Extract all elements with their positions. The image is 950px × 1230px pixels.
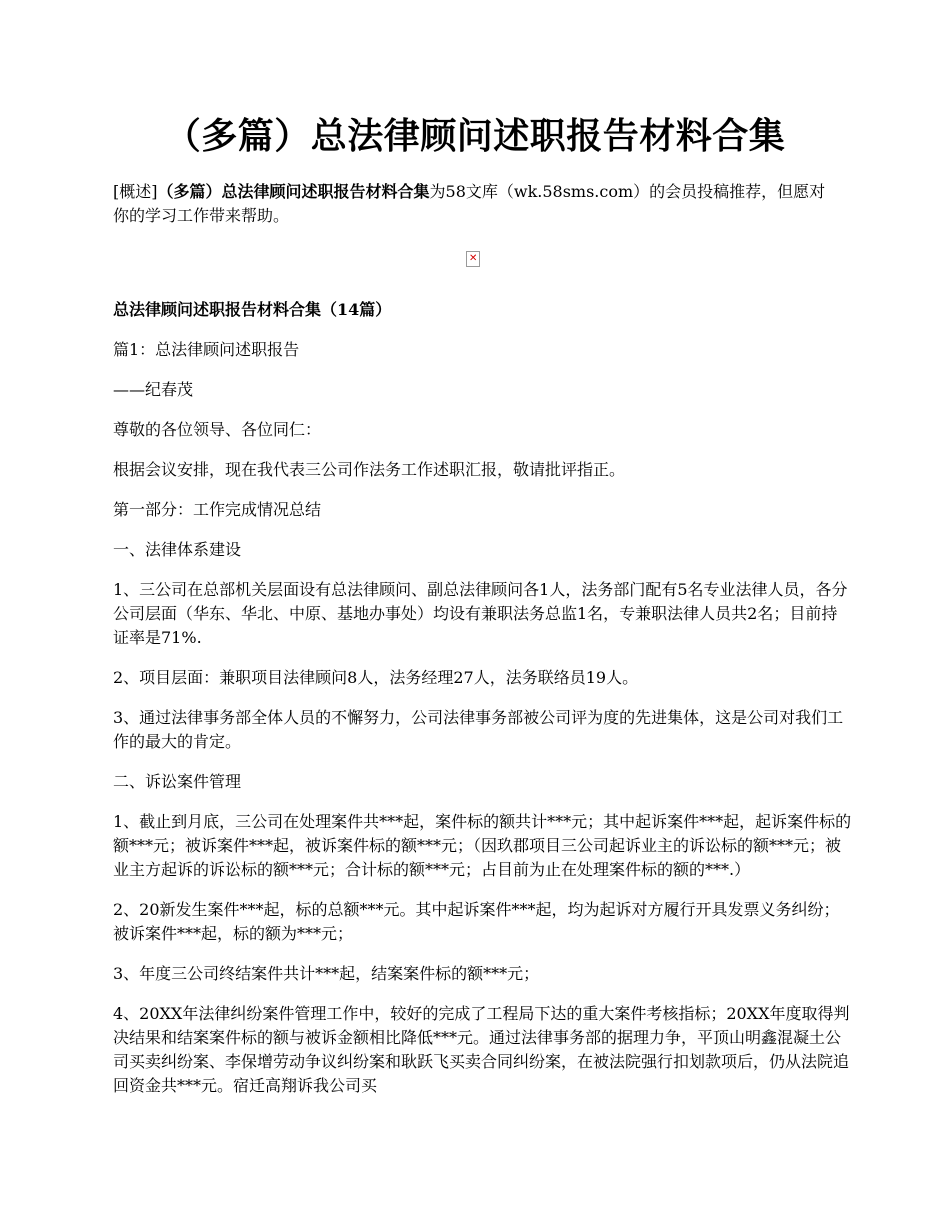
collection-heading: 总法律顾问述职报告材料合集（14篇） xyxy=(113,300,392,319)
paragraph: 3、通过法律事务部全体人员的不懈努力，公司法律事务部被公司评为度的先进集体，这是公司对我们工作的最大的肯定。 xyxy=(113,708,844,751)
paragraph: 2、项目层面：兼职项目法律顾问8人，法务经理27人，法务联络员19人。 xyxy=(113,668,639,687)
summary-suffix: 为58文库（wk.58sms.com）的会员投稿推荐，但愿对你的学习工作带来帮助。 xyxy=(113,182,826,225)
salutation: 尊敬的各位领导、各位同仁： xyxy=(113,420,322,439)
paragraph: 4、20XX年法律纠纷案件管理工作中，较好的完成了工程局下达的重大案件考核指标；20XX年度取得判决结果和结案案件标的额与被诉金额相比降低***元。通过法律事务部的据理力争，平顶山明鑫混凝土公司买卖纠纷案、李保增劳动争议纠纷案和耿跃飞买卖合同纠纷案，在被法院强行扣划款项后，仍从法院追回资金共***元。宿迁高翔诉我公司买 xyxy=(113,1004,850,1095)
summary-prefix: [概述] xyxy=(113,182,158,201)
summary xyxy=(113,180,833,228)
paragraph: 1、截止到月底，三公司在处理案件共***起，案件标的额共计***元；其中起诉案件***起，起诉案件标的额***元；被诉案件***起，被诉案件标的额***元；（因玖郡项目三公司起诉业主的诉讼标的额***元；被业主方起诉的诉讼标的额***元；合计标的额***元；占目前为止在处理案件标的额的***.） xyxy=(113,812,852,879)
author-line: ——纪春茂 xyxy=(113,380,194,399)
broken-image-icon: ✕ xyxy=(466,251,480,267)
subsection-heading: 二、诉讼案件管理 xyxy=(113,772,242,791)
page-title: （多篇）总法律顾问述职报告材料合集 xyxy=(164,115,786,157)
section-heading: 第一部分：工作完成情况总结 xyxy=(113,500,322,519)
paragraph: 2、20新发生案件***起，标的总额***元。其中起诉案件***起，均为起诉对方履行开具发票义务纠纷；被诉案件***起，标的额为***元； xyxy=(113,900,840,943)
paragraph: 1、三公司在总部机关层面设有总法律顾问、副总法律顾问各1人，法务部门配有5名专业法律人员，各分公司层面（华东、华北、中原、基地办事处）均设有兼职法务总监1名，专兼职法律人员共2名；目前持证率是71%. xyxy=(113,580,848,647)
subsection-heading: 一、法律体系建设 xyxy=(113,540,242,559)
summary-bold-title: （多篇）总法律顾问述职报告材料合集 xyxy=(157,182,430,201)
paragraph: 根据会议安排，现在我代表三公司作法务工作述职汇报，敬请批评指正。 xyxy=(113,460,626,479)
chapter-heading: 篇1：总法律顾问述职报告 xyxy=(113,340,300,359)
paragraph: 3、年度三公司终结案件共计***起，结案案件标的额***元； xyxy=(113,964,540,983)
document-body xyxy=(113,298,853,1114)
